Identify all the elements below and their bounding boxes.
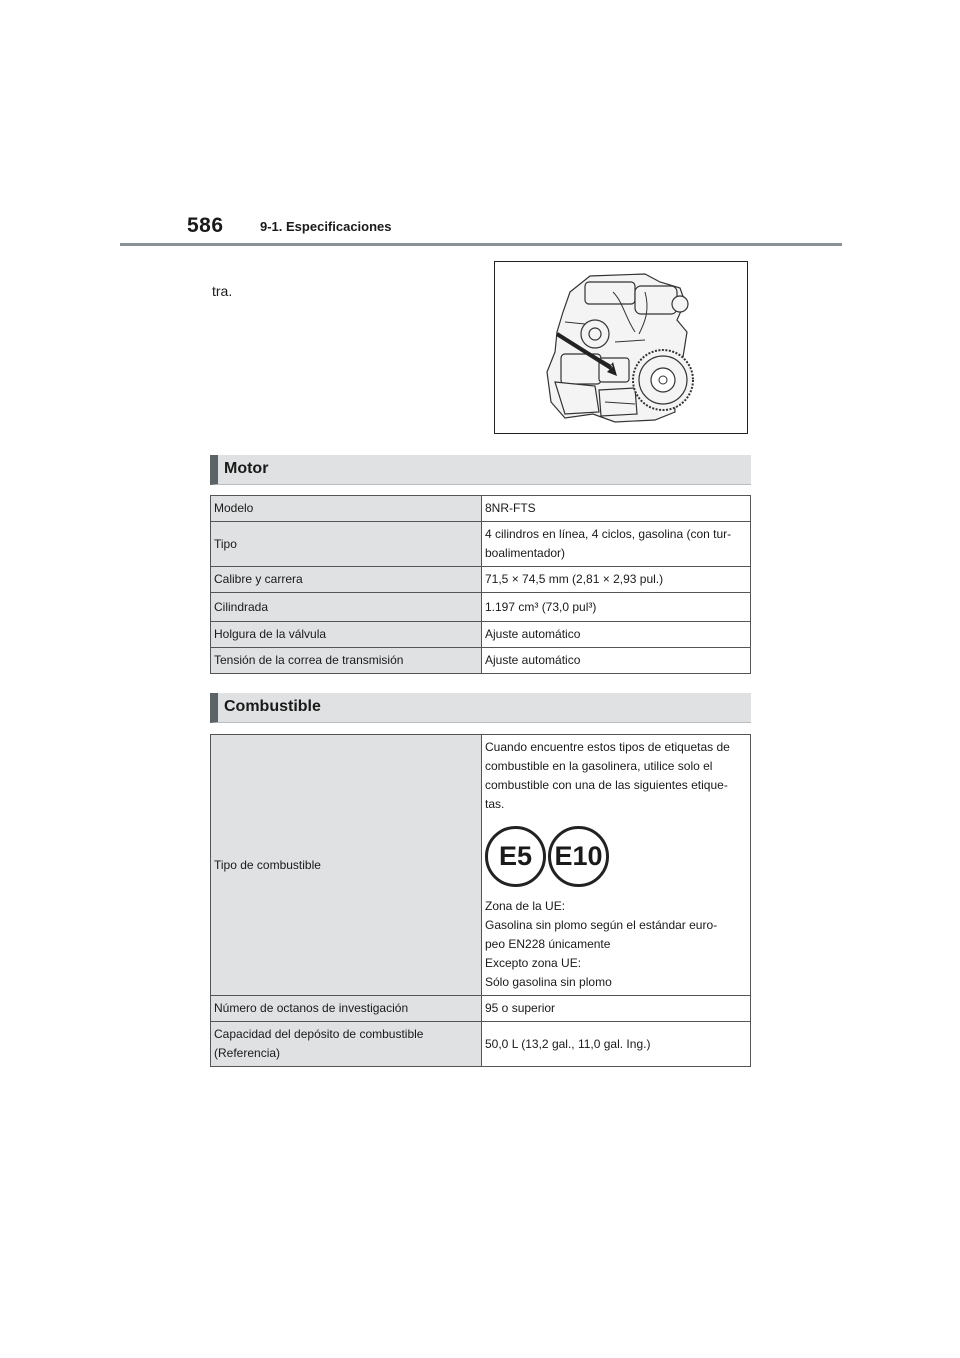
- combustible-spec-table: [210, 734, 751, 1067]
- engine-figure: [494, 261, 748, 434]
- fuel-detail-line: Sólo gasolina sin plomo: [485, 975, 612, 989]
- motor-section-title: Motor: [224, 460, 269, 477]
- e5-fuel-badge: E5: [485, 826, 546, 887]
- fuel-intro-line: combustible con una de las siguientes etique-: [485, 778, 728, 792]
- fuel-detail-line: Gasolina sin plomo según el estándar euro-: [485, 918, 718, 932]
- fuel-intro-line: combustible en la gasolinera, utilice solo el: [485, 759, 713, 773]
- fuel-label-badges: [485, 826, 747, 887]
- table-row: [211, 735, 751, 996]
- table-row: [211, 567, 751, 593]
- page-number: 586: [187, 214, 224, 237]
- fuel-intro-line: tas.: [485, 797, 505, 811]
- engine-illustration-icon: [495, 262, 747, 433]
- spec-value: 95 o superior: [482, 996, 751, 1022]
- capacity-label-line: Capacidad del depósito de combustible: [214, 1027, 424, 1041]
- fuel-detail-line: peo EN228 únicamente: [485, 937, 611, 951]
- spec-label: Holgura de la válvula: [211, 622, 482, 648]
- continuation-text: tra.: [212, 283, 233, 299]
- e10-fuel-badge: E10: [548, 826, 609, 887]
- fuel-type-value: [482, 735, 751, 996]
- capacity-label-line: (Referencia): [214, 1046, 281, 1060]
- header-divider: [120, 243, 842, 246]
- combustible-section-header: [210, 693, 751, 723]
- motor-spec-table: [210, 495, 751, 674]
- table-row: [211, 648, 751, 674]
- spec-value: 50,0 L (13,2 gal., 11,0 gal. Ing.): [482, 1022, 751, 1067]
- table-row: [211, 996, 751, 1022]
- table-row: [211, 593, 751, 622]
- spec-label: Tipo de combustible: [211, 735, 482, 996]
- spec-value: 4 cilindros en línea, 4 ciclos, gasolina (con tur-boalimentador): [482, 522, 751, 567]
- spec-label: Calibre y carrera: [211, 567, 482, 593]
- spec-label: Cilindrada: [211, 593, 482, 622]
- combustible-section-title: Combustible: [224, 698, 321, 715]
- table-row: [211, 522, 751, 567]
- spec-label: Tipo: [211, 522, 482, 567]
- spec-label: [211, 1022, 482, 1067]
- spec-value: Ajuste automático: [482, 622, 751, 648]
- spec-value: Ajuste automático: [482, 648, 751, 674]
- spec-value: 8NR-FTS: [482, 496, 751, 522]
- fuel-detail-line: Excepto zona UE:: [485, 956, 582, 970]
- table-row: [211, 622, 751, 648]
- spec-value: 1.197 cm³ (73,0 pul³): [482, 593, 751, 622]
- spec-label: Modelo: [211, 496, 482, 522]
- spec-value: 71,5 × 74,5 mm (2,81 × 2,93 pul.): [482, 567, 751, 593]
- fuel-intro-line: Cuando encuentre estos tipos de etiquetas de: [485, 740, 730, 754]
- table-row: [211, 1022, 751, 1067]
- spec-label: Número de octanos de investigación: [211, 996, 482, 1022]
- fuel-detail-line: Zona de la UE:: [485, 899, 566, 913]
- spec-label: Tensión de la correa de transmisión: [211, 648, 482, 674]
- motor-section-header: [210, 455, 751, 485]
- chapter-title: 9-1. Especificaciones: [260, 219, 392, 234]
- table-row: [211, 496, 751, 522]
